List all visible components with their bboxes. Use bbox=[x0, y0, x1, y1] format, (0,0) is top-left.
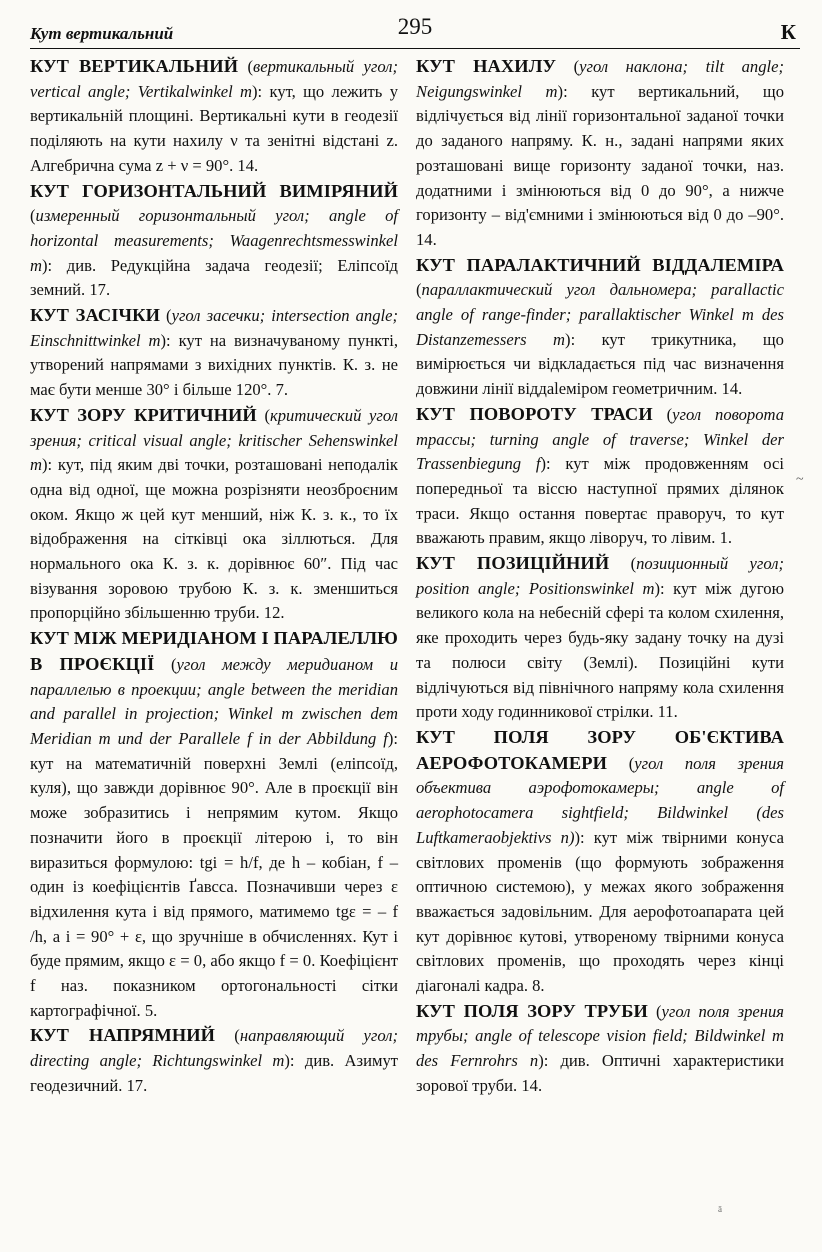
entry-synonyms: критический угол зрения; critical visual angle; kritischer Sehenswinkel m bbox=[30, 405, 398, 475]
entry-parallactic-angle: КУТ ПАРАЛАКТИЧНИЙ ВІДДАЛЕМІРА (параллактический угол дальномера; parallactic angle of range-finder; parallaktischer Winkel m des Distanzemessers m): кут трикутника, що вимірюється чи відкладається під час визначення довжини лінії віддаleміром геометричним. 14. bbox=[416, 254, 784, 399]
entry-term: КУТ ВЕРТИКАЛЬНИЙ bbox=[30, 56, 239, 76]
entry-synonyms: угол поля зрения объектива аэрофотокамеры; angle of aerophotocamera sightfield; Bildwinkel (des Luftkameraobjektivs n) bbox=[416, 753, 784, 847]
entry-term: КУТ ЗОРУ КРИТИЧНИЙ bbox=[30, 404, 257, 425]
margin-pencil-mark: ~ bbox=[796, 472, 804, 487]
entry-definition: : див. Азимут геодезичний. 17. bbox=[30, 1051, 398, 1095]
running-header bbox=[30, 12, 800, 49]
entry-aerial-camera-field-angle: КУТ ПОЛЯ ЗОРУ ОБ'ЄКТИВА АЕРОФОТОКАМЕРИ (угол поля зрения объектива аэрофотокамеры; angle of aerophotocamera sightfield; Bildwinkel (des Luftkameraobjektivs n)): кут між твірними конуса світлових променів (що формують зображення оптичною системою), у межах якого зображення вважається задовільним. Для аерофотоапарата цей кут дорівнює кутові, утвореному твірними конуса світлових променів, що проходять через кінці діагоналі кадра. 8. bbox=[416, 726, 784, 996]
entry-definition: : див. Редукційна задача геодезії; Еліпсоїд земний. 17. bbox=[30, 255, 398, 300]
entry-synonyms: угол наклона; tilt angle; Neigungswinkel m bbox=[416, 57, 784, 101]
entry-vertical-angle: КУТ ВЕРТИКАЛЬНИЙ (вертикальный угол; vertical angle; Vertikalwinkel m): кут, що лежить у вертикальній площині. Вертикальні кути в геодезії поділяють на кути нахилу ν та зенітні відстані z. Алгебрична сума z + ν = 90°. 14. bbox=[30, 56, 398, 175]
running-head-title: Кут вертикальний bbox=[30, 24, 174, 43]
entry-synonyms: позиционный угол; position angle; Positionswinkel m bbox=[416, 554, 784, 598]
entry-synonyms: угол между меридианом и параллелью в проекции; angle between the meridian and parallel in projection; Winkel m zwischen dem Meridian m und der Parallele f in der Abbildung f bbox=[30, 654, 398, 748]
entry-definition: : кут на математичній поверхні Землі (еліпсоїд, куля), що завжди дорівнює 90°. Але в проєкції він може зобразитись і непрямим кутом. Якщо позначити його в проєкції літерою i, то він виразиться формулою: tgi = h/f, де h – кобіан, f – один із коефіцієнтів Ґавсса. Позначивши через ε відхилення кута i від прямого, матимемо tgε = – f /h, а i = 90° + ε, що зручніше в обчисленнях. Кут i буде прямим, якщо ε = 0, або якщо f = 0. Коефіцієнт f наз. показником ортогональності сітки картографічної. 5. bbox=[30, 728, 398, 1020]
entry-term: КУТ НАХИЛУ bbox=[416, 56, 557, 76]
entry-definition: : кут між дугою великого кола на небесній сфері та колом схилення, яке проходить через будь-яку задану точку на дузі та полюси світу (Землі). Позиційні кути відлічуються від північного напряму кола схилення проти ходу годинникової стрілки. 11. bbox=[416, 578, 784, 722]
entry-intersection-angle: КУТ ЗАСІЧКИ (угол засечки; intersection angle; Einschnittwinkel m): кут на визначуваному пункті, утворений напрямами з вихідних пунктів. К. з. не має бути менше 30° і більше 120°. 7. bbox=[30, 305, 398, 400]
entry-directing-angle: КУТ НАПРЯМНИЙ (направляющий угол; directing angle; Richtungswinkel m): див. Азимут геодезичний. 17. bbox=[30, 1025, 398, 1095]
entry-definition: : кут трикутника, що вимірюється чи відкладається під час визначення довжини лінії віддаleміром геометричним. 14. bbox=[416, 329, 784, 399]
entry-synonyms: угол поля зрения трубы; angle of telescope vision field; Bildwinkel m des Fernrohrs n bbox=[416, 1001, 784, 1071]
entry-synonyms: угол поворота трассы; turning angle of traverse; Winkel der Trassenbiegung f bbox=[416, 404, 784, 474]
entry-turning-angle: КУТ ПОВОРОТУ ТРАСИ (угол поворота трассы; turning angle of traverse; Winkel der Trassenbiegung f): кут між продовженням осі попередньої та віссю наступної прямих ділянок траси. Якщо остання повертає праворуч, то кут вважають правим, якщо ліворуч, то лівим. 1. bbox=[416, 403, 784, 548]
entry-definition: : кут між продовженням осі попередньої та віссю наступної прямих ділянок траси. Якщо остання повертає праворуч, то кут вважають правим, якщо ліворуч, то лівим. 1. bbox=[416, 454, 784, 548]
entry-definition: ): кут між твірними конуса світлових променів (що формують зображення оптичною системою), у межах якого зображення вважається задовільним. Для аерофотоапарата цей кут дорівнює кутові, утвореному твірними конуса світлових променів, що проходять через кінці діагоналі кадра. 8. bbox=[416, 827, 784, 996]
section-letter: К bbox=[780, 20, 796, 44]
entry-synonyms: угол засечки; intersection angle; Einschnittwinkel m bbox=[30, 306, 398, 350]
entry-position-angle: КУТ ПОЗИЦІЙНИЙ (позиционный угол; position angle; Positionswinkel m): кут між дугою великого кола на небесній сфері та колом схилення, яке проходить через будь-яку задану точку на дузі та полюси світу (Землі). Позиційні кути відлічуються від північного напряму кола схилення проти ходу годинникової стрілки. 11. bbox=[416, 553, 784, 722]
entry-definition: : кут, під яким дві точки, розташовані неподалік одна від одної, ще можна розрізняти неозброєним оком. Якщо ж цей кут менший, ніж К. з. к., то їх відображення на сітківці ока зіллються. Для нормального ока К. з. к. дорівнює 60″. Під час візування зоровою трубою К. з. к. зменшиться пропорційно збільшенню труби. 12. bbox=[30, 455, 398, 623]
entry-synonyms: измеренный горизонтальный угол; angle of horizontal measurements; Waagenrechtsmesswinkel m bbox=[30, 206, 398, 275]
entry-definition: : див. Оптичні характеристики зорової труби. 14. bbox=[416, 1051, 784, 1095]
entry-definition: : кут вертикальний, що відлічується від лінії горизонтальної заданої точки до заданого напряму. К. н., задані напрями яких розташовані вище горизонту заданої точки, наз. додатними і змінюються від 0 до 90°, а нижче горизонту – від'ємними і змінюються від 0 до –90°. 14. bbox=[416, 81, 784, 249]
entry-term: КУТ ПОЛЯ ЗОРУ ОБ'ЄКТИВА АЕРОФОТОКАМЕРИ bbox=[416, 726, 784, 773]
entry-horizontal-measured-angle: КУТ ГОРИЗОНТАЛЬНИЙ ВИМІРЯНИЙ (измеренный горизонтальный угол; angle of horizontal measurements; Waagenrechtsmesswinkel m): див. Редукційна задача геодезії; Еліпсоїд земний. 17. bbox=[30, 180, 398, 300]
entry-meridian-parallel-angle: КУТ МІЖ МЕРИДІАНОМ І ПАРАЛЕЛЛЮ В ПРОЄКЦІЇ (угол между меридианом и параллелью в проекции; angle between the meridian and parallel in projection; Winkel m zwischen dem Meridian m und der Parallele f in der Abbildung f): кут на математичній поверхні Землі (еліпсоїд, куля), що завжди дорівнює 90°. Але в проєкції він може зобразитись і непрямим кутом. Якщо позначити його в проєкції літерою i, то він виразиться формулою: tgi = h/f, де h – кобіан, f – один із коефіцієнтів Ґавсса. Позначивши через ε відхилення кута i від прямого, матимемо tgε = – f /h, а i = 90° + ε, що зручніше в обчисленнях. Кут i буде прямим, якщо ε = 0, або якщо f = 0. Коефіцієнт f наз. показником ортогональності сітки картографічної. 5. bbox=[30, 628, 398, 1020]
entry-telescope-field-angle: КУТ ПОЛЯ ЗОРУ ТРУБИ (угол поля зрения трубы; angle of telescope vision field; Bildwinkel m des Fernrohrs n): див. Оптичні характеристики зорової труби. 14. bbox=[416, 1000, 784, 1095]
entry-term: КУТ ЗАСІЧКИ bbox=[30, 305, 160, 326]
entry-term: КУТ ПОЛЯ ЗОРУ ТРУБИ bbox=[416, 1000, 648, 1021]
entry-term: КУТ ПАРАЛАКТИЧНИЙ ВІДДАЛЕМІРА bbox=[416, 254, 784, 275]
entry-term: КУТ ГОРИЗОНТАЛЬНИЙ ВИМІРЯНИЙ bbox=[30, 180, 398, 201]
entry-tilt-angle: КУТ НАХИЛУ (угол наклона; tilt angle; Neigungswinkel m): кут вертикальний, що відлічується від лінії горизонтальної заданої точки до заданого напряму. К. н., задані напрями яких розташовані вище горизонту заданої точки, наз. додатними і змінюються від 0 до 90°, а нижче горизонту – від'ємними і змінюються від 0 до –90°. 14. bbox=[416, 56, 784, 249]
footer-mark: ā bbox=[718, 1204, 722, 1214]
entry-term: КУТ МІЖ МЕРИДІАНОМ І ПАРАЛЕЛЛЮ В ПРОЄКЦІЇ bbox=[30, 628, 398, 674]
entry-term: КУТ ПОЗИЦІЙНИЙ bbox=[416, 553, 610, 574]
entry-definition: : кут на визначуваному пункті, утворений напрямами з вихідних пунктів. К. з. не має бути менше 30° і більше 120°. 7. bbox=[30, 330, 398, 400]
entry-term: КУТ ПОВОРОТУ ТРАСИ bbox=[416, 403, 653, 424]
left-column bbox=[30, 54, 398, 1099]
entry-term: КУТ НАПРЯМНИЙ bbox=[30, 1025, 216, 1046]
entry-definition: : кут, що лежить у вертикальній площині. Вертикальні кути в геодезії поділяють на кути нахилу ν та зенітні відстані z. Алгебрична сума z + ν = 90°. 14. bbox=[30, 81, 398, 175]
entry-synonyms: направляющий угол; directing angle; Richtungswinkel m bbox=[30, 1026, 398, 1071]
page-number: 295 bbox=[397, 14, 433, 39]
right-column bbox=[416, 54, 784, 1099]
entry-synonyms: вертикальный угол; vertical angle; Vertikalwinkel m bbox=[30, 57, 398, 101]
entry-critical-visual-angle: КУТ ЗОРУ КРИТИЧНИЙ (критический угол зрения; critical visual angle; kritischer Sehenswinkel m): кут, під яким дві точки, розташовані неподалік одна від одної, ще можна розрізняти неозброєним оком. Якщо ж цей кут менший, ніж К. з. к., то їх відображення на сітківці ока зіллються. Для нормального ока К. з. к. дорівнює 60″. Під час візування зоровою трубою К. з. к. зменшиться пропорційно збільшенню труби. 12. bbox=[30, 404, 398, 623]
entry-synonyms: параллактический угол дальномера; parallactic angle of range-finder; parallaktischer Winkel m des Distanzemessers m bbox=[416, 280, 784, 349]
